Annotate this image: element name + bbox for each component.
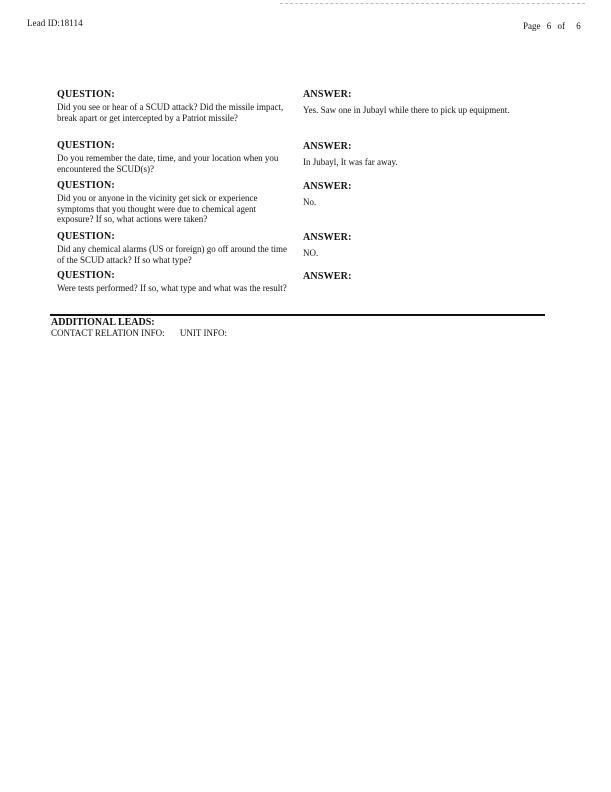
answer-heading: ANSWER: bbox=[303, 181, 352, 192]
answer-heading: ANSWER: bbox=[303, 271, 352, 282]
answer-block bbox=[303, 232, 557, 259]
answer-heading: ANSWER: bbox=[303, 141, 352, 152]
page-of: of bbox=[557, 21, 565, 31]
additional-leads-heading: ADDITIONAL LEADS: bbox=[51, 317, 155, 328]
question-text: Do you remember the date, time, and your location when you encountered the SCUD(s)? bbox=[57, 153, 279, 174]
question-heading: QUESTION: bbox=[57, 270, 115, 281]
answer-heading: ANSWER: bbox=[303, 89, 352, 100]
question-heading: QUESTION: bbox=[57, 231, 115, 242]
answer-block bbox=[303, 141, 557, 168]
question-heading: QUESTION: bbox=[57, 140, 115, 151]
scan-artifact-rule bbox=[280, 3, 585, 4]
answer-block bbox=[303, 181, 557, 208]
question-text: Did you see or hear of a SCUD attack? Did the missile impact, break apart or get intercepted by a Patriot missile? bbox=[57, 102, 284, 123]
answer-block bbox=[303, 89, 557, 116]
answer-text: No. bbox=[303, 197, 317, 207]
answer-text: NO. bbox=[303, 248, 319, 258]
question-text: Were tests performed? If so, what type and what was the result? bbox=[57, 283, 287, 293]
question-heading: QUESTION: bbox=[57, 89, 115, 100]
question-block bbox=[57, 140, 289, 174]
page-number bbox=[523, 21, 581, 31]
page-label: Page bbox=[523, 21, 541, 31]
answer-block bbox=[303, 271, 557, 287]
additional-leads-fields bbox=[51, 328, 227, 339]
answer-text: Yes. Saw one in Jubayl while there to pick up equipment. bbox=[303, 105, 510, 115]
unit-info-label: UNIT INFO: bbox=[179, 328, 227, 338]
question-block bbox=[57, 89, 289, 123]
question-heading: QUESTION: bbox=[57, 180, 115, 191]
page-current: 6 bbox=[546, 21, 552, 31]
question-text: Did you or anyone in the vicinity get sick or experience symptoms that you thought were due to chemical agent exposure? If so, what actions were taken? bbox=[57, 193, 258, 224]
answer-heading: ANSWER: bbox=[303, 232, 352, 243]
question-text: Did any chemical alarms (US or foreign) go off around the time of the SCUD attack? If so what type? bbox=[57, 244, 288, 265]
page-total: 6 bbox=[576, 21, 581, 31]
question-block bbox=[57, 231, 289, 265]
question-block bbox=[57, 270, 289, 294]
question-block bbox=[57, 180, 289, 225]
contact-relation-info-label: CONTACT RELATION INFO: bbox=[51, 328, 165, 338]
answer-text: In Jubayl, It was far away. bbox=[303, 157, 398, 167]
section-divider bbox=[50, 314, 545, 316]
lead-id: Lead ID:18114 bbox=[27, 18, 83, 28]
